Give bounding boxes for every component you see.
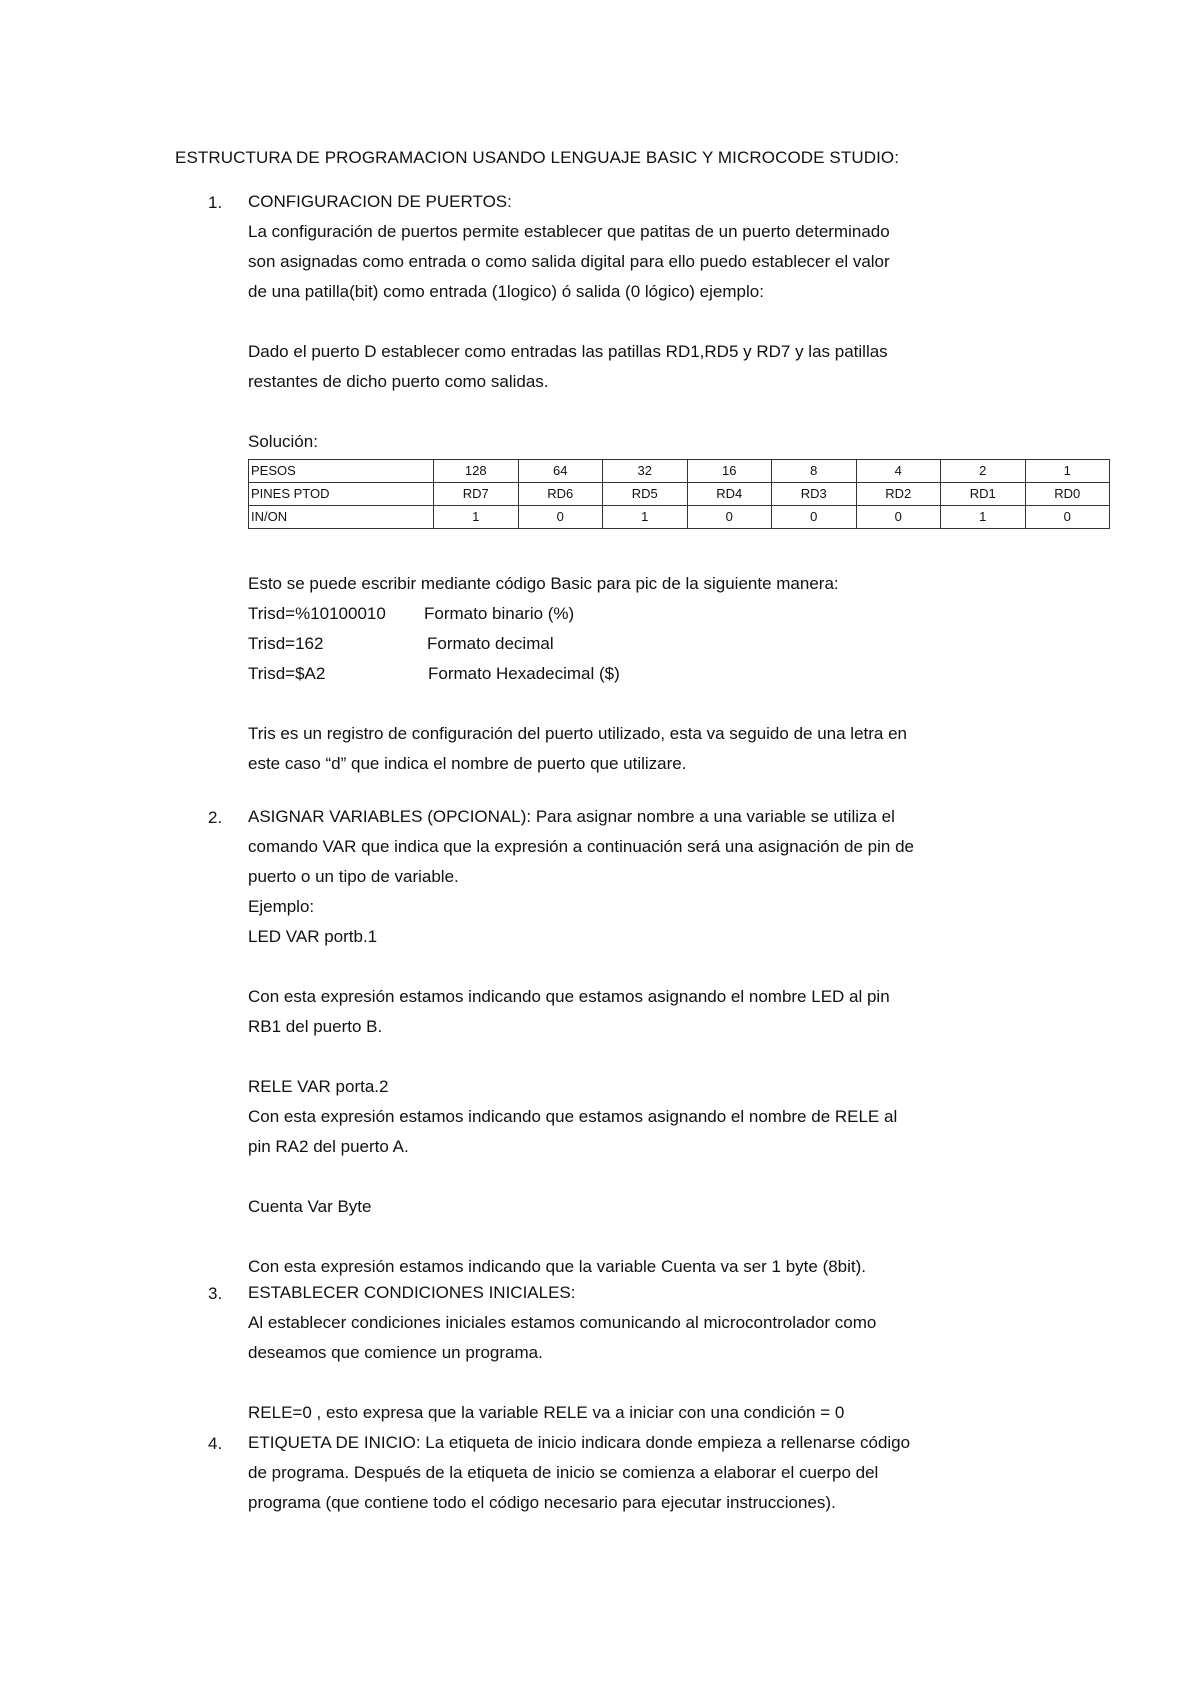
paragraph-line: ETIQUETA DE INICIO: La etiqueta de inicio indicara donde empieza a rellenarse código [248, 1433, 911, 1452]
solution-label: Solución: [248, 432, 318, 451]
section-content [248, 187, 1081, 779]
paragraph-line: este caso “d” que indica el nombre de puerto que utilizare. [248, 754, 687, 773]
paragraph-line: RELE=0 , esto expresa que la variable RELE va a iniciar con una condición = 0 [248, 1403, 845, 1422]
table-cell: RD3 [772, 483, 857, 506]
paragraph-line: de una patilla(bit) como entrada (1logico) ó salida (0 lógico) ejemplo: [248, 282, 764, 301]
paragraph-line: Al establecer condiciones iniciales estamos comunicando al microcontrolador como [248, 1313, 877, 1332]
table-cell: RD5 [603, 483, 688, 506]
table-row-label: PESOS [249, 460, 434, 483]
paragraph-line: RB1 del puerto B. [248, 1017, 383, 1036]
table-cell: 64 [518, 460, 603, 483]
table-cell: 0 [856, 506, 941, 529]
table-cell: 1 [1025, 460, 1110, 483]
section-content [248, 802, 1068, 1282]
table-cell: RD4 [687, 483, 772, 506]
table-cell: RD7 [434, 483, 519, 506]
paragraph-line: Con esta expresión estamos indicando que la variable Cuenta va ser 1 byte (8bit). [248, 1257, 867, 1276]
table-row-label: IN/ON [249, 506, 434, 529]
paragraph-line: Ejemplo: [248, 897, 315, 916]
section-content [248, 1428, 1068, 1518]
paragraph-line: La configuración de puertos permite establecer que patitas de un puerto determinado [248, 222, 890, 241]
table-cell: 4 [856, 460, 941, 483]
section-heading: CONFIGURACION DE PUERTOS: [248, 192, 512, 211]
table-row [249, 460, 1110, 483]
code-line: RELE VAR porta.2 [248, 1077, 389, 1096]
table-cell: RD6 [518, 483, 603, 506]
table-cell: 8 [772, 460, 857, 483]
code-snippet: Trisd=162 [248, 634, 324, 653]
table-cell: 128 [434, 460, 519, 483]
table-cell: RD1 [941, 483, 1026, 506]
code-snippet: Trisd=%10100010 [248, 604, 386, 623]
paragraph-line: Con esta expresión estamos indicando que estamos asignando el nombre de RELE al [248, 1107, 898, 1126]
paragraph-line: pin RA2 del puerto A. [248, 1137, 409, 1156]
paragraph-line: ASIGNAR VARIABLES (OPCIONAL): Para asignar nombre a una variable se utiliza el [248, 807, 895, 826]
document-title: ESTRUCTURA DE PROGRAMACION USANDO LENGUAJE BASIC Y MICROCODE STUDIO: [175, 148, 900, 167]
paragraph-line: Con esta expresión estamos indicando que estamos asignando el nombre LED al pin [248, 987, 890, 1006]
code-example-row [248, 599, 1068, 629]
code-line: LED VAR portb.1 [248, 927, 378, 946]
paragraph-line: Esto se puede escribir mediante código Basic para pic de la siguiente manera: [248, 574, 839, 593]
table-cell: 0 [1025, 506, 1110, 529]
table-row-label: PINES PTOD [249, 483, 434, 506]
list-number: 2. [208, 808, 223, 827]
paragraph-line: Tris es un registro de configuración del puerto utilizado, esta va seguido de una letra en [248, 724, 907, 743]
table-cell: 32 [603, 460, 688, 483]
table-cell: 0 [772, 506, 857, 529]
table-row [249, 506, 1110, 529]
list-number: 3. [208, 1284, 223, 1303]
paragraph-line: Dado el puerto D establecer como entradas las patillas RD1,RD5 y RD7 y las patillas [248, 342, 888, 361]
code-description: Formato decimal [427, 634, 554, 653]
table-cell: 16 [687, 460, 772, 483]
section-heading: ESTABLECER CONDICIONES INICIALES: [248, 1283, 576, 1302]
table-row [249, 483, 1110, 506]
paragraph-line: puerto o un tipo de variable. [248, 867, 459, 886]
paragraph-line: programa (que contiene todo el código necesario para ejecutar instrucciones). [248, 1493, 836, 1512]
table-cell: 1 [434, 506, 519, 529]
list-number: 4. [208, 1434, 223, 1453]
code-example-row [248, 659, 1068, 689]
code-example-row [248, 629, 1068, 659]
paragraph-line: de programa. Después de la etiqueta de inicio se comienza a elaborar el cuerpo del [248, 1463, 879, 1482]
table-cell: 1 [941, 506, 1026, 529]
table-cell: 1 [603, 506, 688, 529]
table-cell: 0 [518, 506, 603, 529]
paragraph-line: son asignadas como entrada o como salida digital para ello puedo establecer el valor [248, 252, 890, 271]
table-cell: RD2 [856, 483, 941, 506]
paragraph-line: comando VAR que indica que la expresión a continuación será una asignación de pin de [248, 837, 914, 856]
code-snippet: Trisd=$A2 [248, 664, 326, 683]
table-cell: 2 [941, 460, 1026, 483]
code-line: Cuenta Var Byte [248, 1197, 372, 1216]
paragraph-line: deseamos que comience un programa. [248, 1343, 543, 1362]
paragraph-line: restantes de dicho puerto como salidas. [248, 372, 549, 391]
section-content [248, 1278, 1068, 1428]
code-description: Formato binario (%) [424, 604, 575, 623]
table-cell: RD0 [1025, 483, 1110, 506]
table-cell: 0 [687, 506, 772, 529]
code-description: Formato Hexadecimal ($) [428, 664, 620, 683]
list-number: 1. [208, 193, 223, 212]
pins-table [248, 459, 1110, 529]
